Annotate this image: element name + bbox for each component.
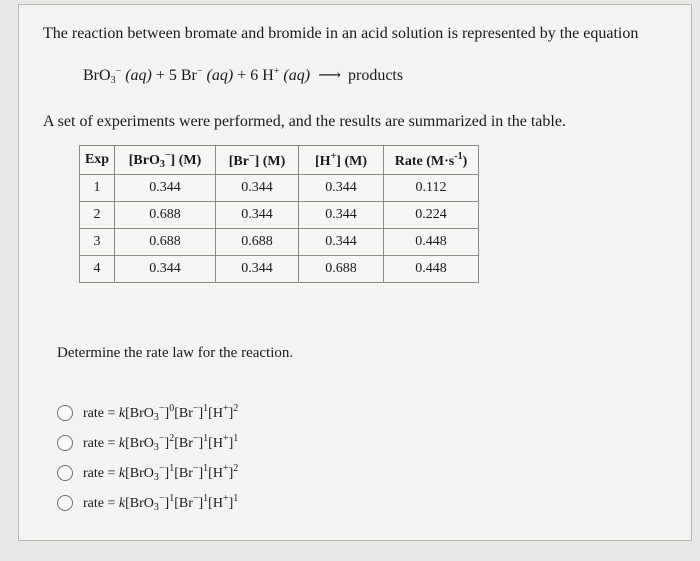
table-row (80, 256, 479, 283)
option-label: rate = $k[BrO_3^-]^0[Br^-]^1[H^+]^2$ (83, 403, 239, 423)
radio-button[interactable] (57, 495, 73, 511)
option-label: rate = $k[BrO_3^-]^2[Br^-]^1[H^+]^1$ (83, 433, 239, 453)
answer-option[interactable] (57, 458, 238, 488)
question-panel (18, 4, 692, 541)
table-row (80, 202, 479, 229)
cell-bromide: 0.344 (216, 256, 299, 283)
cell-exp: 2 (80, 202, 115, 229)
cell-bromate: 0.344 (115, 175, 216, 202)
hydrogen-term: + 6 H+ (237, 66, 280, 84)
cell-exp: 4 (80, 256, 115, 283)
question-prompt: Determine the rate law for the reaction. (57, 345, 294, 361)
bromate-formula: BrO$_3$− (83, 66, 122, 86)
radio-button[interactable] (57, 435, 73, 451)
reaction-equation (83, 65, 403, 86)
option-label: rate = $k[BrO_3^-]^1[Br^-]^1[H^+]^1$ (83, 493, 239, 513)
cell-hydrogen: 0.344 (299, 229, 384, 256)
header-bromide: [Br−] (M) (216, 146, 299, 175)
cell-exp: 1 (80, 175, 115, 202)
answer-option[interactable] (57, 398, 238, 428)
bromide-term: + 5 Br− (155, 66, 203, 84)
table-row (80, 175, 479, 202)
cell-bromate: 0.344 (115, 256, 216, 283)
radio-button[interactable] (57, 465, 73, 481)
phase-label: (aq) (283, 67, 311, 84)
cell-rate: 0.224 (384, 202, 479, 229)
cell-rate: 0.112 (384, 175, 479, 202)
cell-exp: 3 (80, 229, 115, 256)
answer-options (57, 398, 238, 518)
table-header-row (80, 146, 479, 175)
header-exp: Exp (80, 146, 115, 175)
products-label: products (348, 67, 404, 84)
intro-text: The reaction between bromate and bromide in an acid solution is represented by the equation (43, 25, 639, 42)
cell-rate: 0.448 (384, 256, 479, 283)
answer-option[interactable] (57, 428, 238, 458)
summary-text: A set of experiments were performed, and the results are summarized in the table. (43, 113, 566, 130)
cell-rate: 0.448 (384, 229, 479, 256)
cell-bromate: 0.688 (115, 202, 216, 229)
cell-bromide: 0.344 (216, 202, 299, 229)
radio-button[interactable] (57, 405, 73, 421)
table-row (80, 229, 479, 256)
cell-hydrogen: 0.344 (299, 202, 384, 229)
phase-label: (aq) (125, 67, 152, 84)
phase-label: (aq) (206, 67, 234, 84)
answer-option[interactable] (57, 488, 238, 518)
option-label: rate = $k[BrO_3^-]^1[Br^-]^1[H^+]^2$ (83, 463, 239, 483)
header-rate: Rate $(M\cdot s^{-1})$ (384, 146, 479, 175)
cell-bromate: 0.688 (115, 229, 216, 256)
header-hydrogen: [H+] (M) (299, 146, 384, 175)
reaction-arrow-icon: ⟶ (318, 67, 340, 84)
header-bromate: [BrO$_3$−] (M) (115, 146, 216, 175)
cell-bromide: 0.344 (216, 175, 299, 202)
experiment-table (79, 145, 479, 283)
cell-bromide: 0.688 (216, 229, 299, 256)
cell-hydrogen: 0.688 (299, 256, 384, 283)
cell-hydrogen: 0.344 (299, 175, 384, 202)
